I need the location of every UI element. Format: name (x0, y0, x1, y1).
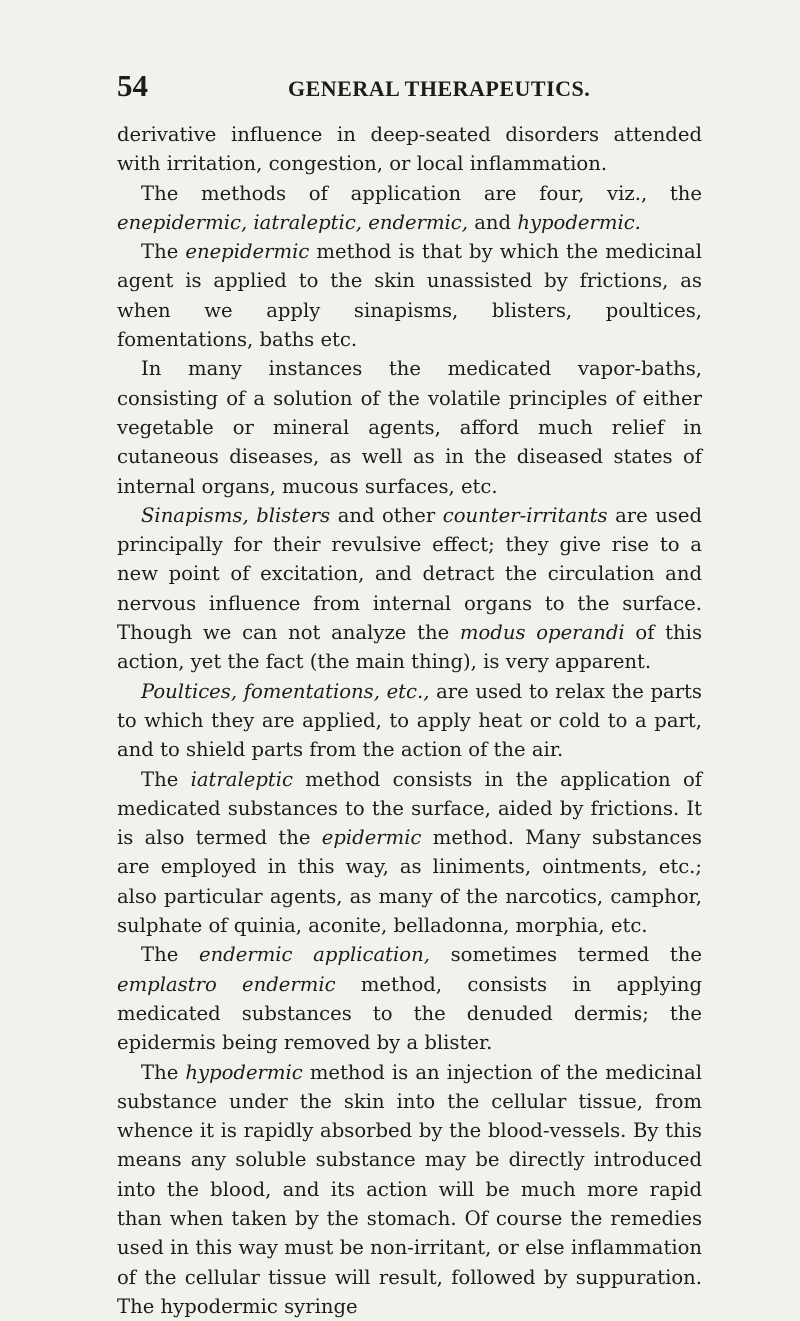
italic-term: hypodermic (185, 1061, 302, 1084)
italic-term: counter-irritants (443, 504, 608, 527)
text-run: The (141, 943, 199, 966)
text-run: derivative influence in deep-seated disorders attended with irritation, congestion, or local inflammation. (117, 123, 702, 175)
italic-term: Sinapisms, blisters (141, 504, 330, 527)
text-run: of this action, yet the fact (the main thing), is very apparent. (117, 621, 702, 673)
paragraph-vapor-baths (117, 354, 702, 500)
text-run: In many instances the medicated vapor-baths, consisting of a solution of the volatile principles of either vegetable or mineral agents, afford much relief in cutaneous diseases, as well as in the diseased states of internal organs, mucous surfaces, etc. (117, 357, 702, 497)
text-run: and other (330, 504, 443, 527)
italic-term: hypodermic. (517, 211, 641, 234)
text-run: method. Many substances are employed in this way, as liniments, ointments, etc.; also particular agents, as many of the narcotics, camphor, sulphate of quinia, aconite, belladonna, morphia, etc. (117, 826, 702, 937)
italic-term: epidermic (322, 826, 422, 849)
italic-term: modus operandi (460, 621, 625, 644)
italic-term: iatraleptic (191, 768, 293, 791)
text-run: sometimes termed the (430, 943, 702, 966)
text-run: method is an injection of the medicinal substance under the skin into the cellular tissue, from whence it is rapidly absorbed by the blood-vessels. By this means any soluble substance may be directly introduced into the blood, and its action will be much more rapid than when taken by the stomach. Of course the remedies used in this way must be non-irritant, or else inflammation of the cellular tissue will result, followed by suppuration. The hypodermic syringe (117, 1061, 702, 1318)
paragraph-sinapisms (117, 501, 702, 677)
paragraph-hypodermic (117, 1058, 702, 1321)
text-run: method, consists in applying medicated substances to the denuded dermis; the epidermis being removed by a blister. (117, 973, 702, 1055)
text-run: The (141, 240, 185, 263)
text-run: method is that by which the medicinal agent is applied to the skin unassisted by frictions, as when we apply sinapisms, blisters, poultices, fomentations, baths etc. (117, 240, 702, 351)
italic-term: Poultices, fomentations, etc., (141, 680, 429, 703)
text-run: are used to relax the parts to which they are applied, to apply heat or cold to a part, and to shield parts from the action of the air. (117, 680, 702, 762)
italic-term: endermic application, (199, 943, 430, 966)
paragraph-iatraleptic (117, 765, 702, 941)
text-run: method consists in the application of medicated substances to the surface, aided by frictions. It is also termed the (117, 768, 702, 850)
text-run: The (141, 1061, 185, 1084)
paragraph-poultices (117, 677, 702, 765)
italic-term: enepidermic, iatraleptic, endermic, (117, 211, 468, 234)
text-run: The (141, 768, 191, 791)
italic-term: emplastro endermic (117, 973, 336, 996)
paragraph-methods (117, 179, 702, 238)
italic-term: enepidermic (185, 240, 309, 263)
text-run: and (468, 211, 517, 234)
page-header (0, 68, 800, 112)
page-number: 54 (117, 68, 148, 104)
paragraph-continuation (117, 120, 702, 179)
text-run: The methods of application are four, viz., the (141, 182, 702, 205)
paragraph-enepidermic (117, 237, 702, 354)
running-head: GENERAL THERAPEUTICS. (288, 76, 590, 102)
text-run: are used principally for their revulsive effect; they give rise to a new point of excitation, and detract the circulation and nervous influence from internal organs to the surface. Though we can not analyze the (117, 504, 702, 644)
body-text (117, 120, 702, 1321)
paragraph-endermic (117, 940, 702, 1057)
